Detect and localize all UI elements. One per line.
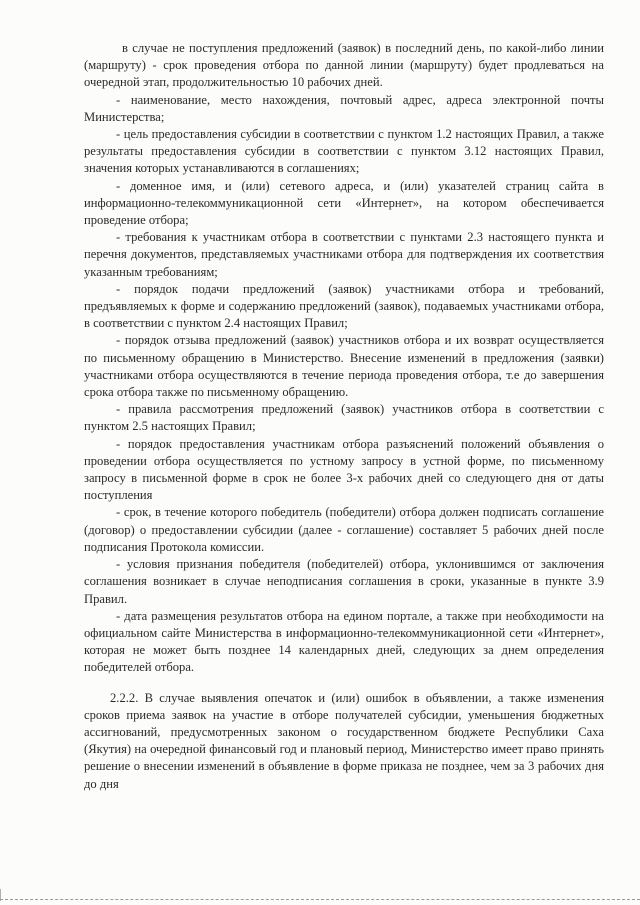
paragraph-participant-requirements: - требования к участникам отбора в соответствии с пунктами 2.3 настоящего пункта и перечня документов, представляемых участниками отбора для подтверждения их соответствия указанным требованиям;	[84, 230, 604, 279]
paragraph-deadline-extension: в случае не поступления предложений (заявок) в последний день, по какой-либо линии (маршруту) - срок проведения отбора по данной линии (маршруту) будет продлеваться на очередной этап, продолжительностью 10 рабочих дней.	[84, 41, 604, 90]
paragraph-evasion-conditions: - условия признания победителя (победителей) отбора, уклонившимся от заключения соглашения возникает в случае неподписания соглашения в сроки, указанные в пункте 3.9 Правил.	[84, 557, 604, 606]
paragraph-ministry-address: - наименование, место нахождения, почтовый адрес, адреса электронной почты Министерства;	[84, 92, 604, 124]
paragraph-subsidy-purpose: - цель предоставления субсидии в соответствии с пунктом 1.2 настоящих Правил, а также результаты предоставления субсидии в соответствии с пунктом 3.12 настоящих Правил, значения которых устанавливаются в соглашениях;	[84, 127, 604, 176]
paragraph-review-rules: - правила рассмотрения предложений (заявок) участников отбора в соответствии с пунктом 2.5 настоящих Правил;	[84, 402, 604, 434]
paragraph-section-2-2-2: 2.2.2. В случае выявления опечаток и (или) ошибок в объявлении, а также изменения сроков приема заявок на участие в отборе получателей субсидии, уменьшения бюджетных ассигнований, предусмотренных законом о государственном бюджете Республики Саха (Якутия) на очередной финансовый год и плановый период, Министерство имеет право принять решение о внесении изменений в объявление в форме приказа не позднее, чем за 3 рабочих дня до дня	[84, 690, 604, 791]
paragraph-application-procedure: - порядок подачи предложений (заявок) участниками отбора и требований, предъявляемых к форме и содержанию предложений (заявок), подаваемых участниками отбора, в соответствии с пунктом 2.4 настоящих Правил;	[84, 281, 604, 331]
paragraph-signing-deadline: - срок, в течение которого победитель (победители) отбора должен подписать соглашение (договор) о предоставлении субсидии (далее - соглашение) составляет 5 рабочих дней после подписания Протокола комиссии.	[84, 505, 604, 554]
document-body	[84, 40, 604, 793]
paragraph-withdrawal-procedure: - порядок отзыва предложений (заявок) участников отбора и их возврат осуществляется по письменному обращению в Министерство. Внесение изменений в предложения (заявки) участниками отбора осуществляются в течение периода проведения отбора, т.е до завершения срока отбора также по письменному обращению.	[84, 333, 604, 400]
paragraph-results-publication: - дата размещения результатов отбора на едином портале, а также при необходимости на официальном сайте Министерства в информационно-телекоммуникационной сети «Интернет», которая не может быть позднее 14 календарных дней, следующих за днем определения победителей отбора.	[84, 608, 604, 675]
scan-bottom-edge	[0, 899, 640, 901]
paragraph-clarification-procedure: - порядок предоставления участникам отбора разъяснений положений объявления о проведении отбора осуществляется по устному запросу в устной форме, по письменному запросу в письменной форме в срок не более 3-х рабочих дней со следующего дня от даты поступления	[84, 436, 604, 503]
paragraph-domain-name: - доменное имя, и (или) сетевого адреса, и (или) указателей страниц сайта в информационно-телекоммуникационной сети «Интернет», на котором обеспечивается проведение отбора;	[84, 178, 604, 228]
